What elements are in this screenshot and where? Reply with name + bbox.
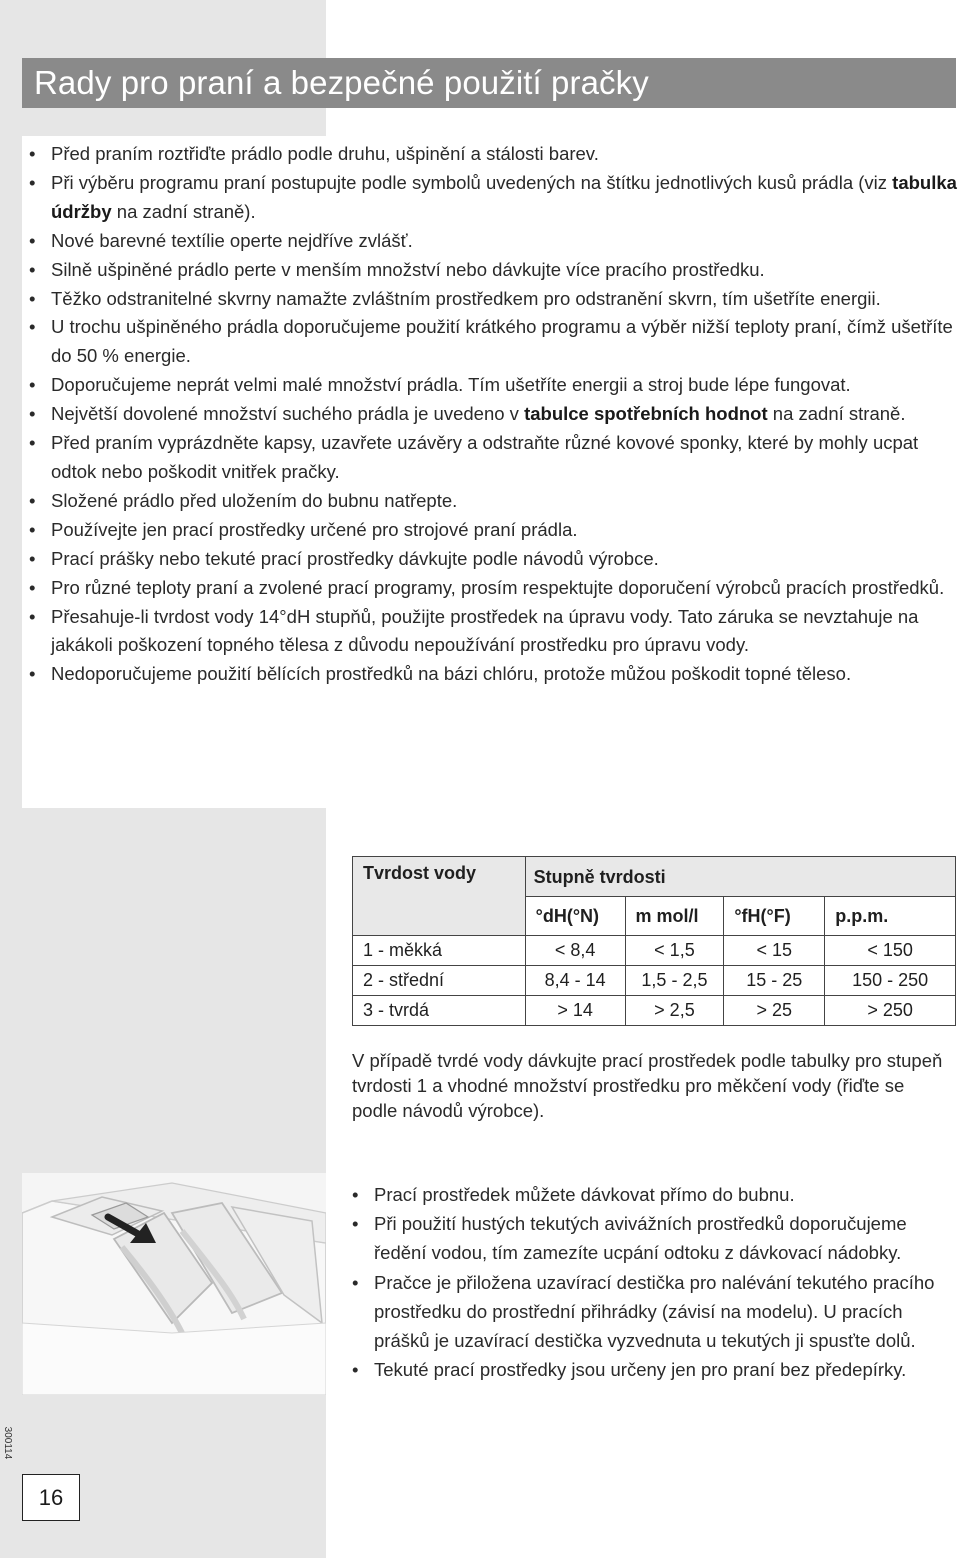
- table-subheader: °dH(°N): [525, 897, 625, 936]
- list-item-text: Pro různé teploty praní a zvolené prací programy, prosím respektujte doporučení výrobců pracích prostředků.: [51, 576, 945, 598]
- bullet-icon: •: [352, 1359, 359, 1381]
- list-item-text: Při použití hustých tekutých avivážních prostředků doporučujeme ředění vodou, tím zamezíte ucpání odtoku z dávkovací nádobky.: [374, 1213, 907, 1264]
- liquid-detergent-list: [352, 1180, 960, 1384]
- bullet-icon: •: [352, 1271, 359, 1293]
- bullet-icon: •: [29, 576, 36, 598]
- list-item: [22, 169, 960, 227]
- list-item-text: na zadní straně.: [767, 403, 906, 425]
- table-cell: 1,5 - 2,5: [625, 966, 724, 996]
- list-item-text: Silně ušpiněné prádlo perte v menším množství nebo dávkujte více pracího prostředku.: [51, 258, 765, 280]
- bullet-icon: •: [29, 663, 36, 685]
- list-item: [22, 660, 960, 689]
- list-item: [352, 1180, 960, 1209]
- table-cell: < 150: [825, 936, 956, 966]
- list-item: [22, 603, 960, 661]
- bullet-icon: •: [29, 432, 36, 454]
- table-cell: 150 - 250: [825, 966, 956, 996]
- list-item-text: Používejte jen prací prostředky určené pro strojové praní prádla.: [51, 518, 578, 540]
- table-cell: < 1,5: [625, 936, 724, 966]
- table-row: [353, 996, 956, 1026]
- bullet-icon: •: [29, 171, 36, 193]
- document-code: 300114: [2, 1426, 13, 1460]
- bullet-icon: •: [29, 518, 36, 540]
- table-cell: > 14: [525, 996, 625, 1026]
- table-cell: 8,4 - 14: [525, 966, 625, 996]
- bullet-icon: •: [352, 1184, 359, 1205]
- bullet-icon: •: [29, 258, 36, 280]
- list-item-text: Tekuté prací prostředky jsou určeny jen pro praní bez předepírky.: [374, 1359, 907, 1381]
- list-item-text: U trochu ušpiněného prádla doporučujeme použití krátkého programu a výběr nižší teploty praní, čímž ušetříte do 50 % energie.: [51, 316, 953, 367]
- title-bar: [22, 58, 956, 108]
- list-item: [22, 400, 960, 429]
- list-item-text: Složené prádlo před uložením do bubnu natřepte.: [51, 489, 458, 511]
- list-item: [22, 256, 960, 285]
- list-item: [22, 429, 960, 487]
- list-item-text: Přesahuje-li tvrdost vody 14°dH stupňů, použijte prostředek na úpravu vody. Tato záruka se nevztahuje na jakákoli poškození topného tělesa z důvodu nepoužívání prostředku pro úpravu vody.: [51, 605, 919, 656]
- bold-reference: tabulce spotřebních hodnot: [524, 403, 768, 425]
- tips-panel: [22, 136, 960, 808]
- table-header-group: Stupně tvrdosti: [525, 857, 955, 897]
- table-cell: 2 - střední: [353, 966, 526, 996]
- table-cell: 1 - měkká: [353, 936, 526, 966]
- list-item-text: Prací prášky nebo tekuté prací prostředky dávkujte podle návodů výrobce.: [51, 547, 659, 569]
- bullet-icon: •: [29, 316, 36, 338]
- list-item: [22, 371, 960, 400]
- hard-water-note: V případě tvrdé vody dávkujte prací prostředek podle tabulky pro stupeň tvrdosti 1 a vhodné množství prostředku pro měkčení vody (řiďte se podle návodů výrobce).: [352, 1050, 943, 1121]
- list-item-text: Pračce je přiložena uzavírací destička pro nalévání tekutého pracího prostředku do prostřední přihrádky (závisí na modelu). U pracích prášků je uzavírací destička vyzvednuta u tekutých ji spusťte dolů.: [374, 1271, 935, 1352]
- water-hardness-table: [352, 856, 956, 1026]
- bullet-icon: •: [29, 605, 36, 627]
- page-title: Rady pro praní a bezpečné použití pračky: [34, 64, 649, 101]
- table-cell: > 2,5: [625, 996, 724, 1026]
- bullet-icon: •: [29, 547, 36, 569]
- tips-list: [22, 140, 960, 689]
- list-item: [22, 227, 960, 256]
- bullet-icon: •: [29, 143, 36, 164]
- list-item-text: Při výběru programu praní postupujte podle symbolů uvedených na štítku jednotlivých kusů prádla (viz: [51, 171, 893, 193]
- table-cell: > 250: [825, 996, 956, 1026]
- list-item: [352, 1209, 960, 1267]
- bullet-icon: •: [29, 489, 36, 511]
- list-item-text: Před praním roztřiďte prádlo podle druhu, ušpinění a stálosti barev.: [51, 143, 599, 164]
- detergent-drawer-drawing: [22, 1173, 326, 1395]
- table-cell: < 8,4: [525, 936, 625, 966]
- bold-reference: tabulka údržby: [51, 171, 957, 222]
- list-item: [352, 1355, 960, 1384]
- list-item: [22, 487, 960, 516]
- table-row: [353, 966, 956, 996]
- list-item: [22, 545, 960, 574]
- table-cell: < 15: [724, 936, 825, 966]
- bullet-icon: •: [29, 374, 36, 396]
- list-item-text: Nové barevné textílie operte nejdříve zvlášť.: [51, 229, 413, 251]
- bullet-icon: •: [29, 287, 36, 309]
- bullet-icon: •: [352, 1213, 359, 1235]
- table-cell: 3 - tvrdá: [353, 996, 526, 1026]
- table-cell: 15 - 25: [724, 966, 825, 996]
- list-item: [22, 574, 960, 603]
- bullet-icon: •: [29, 229, 36, 251]
- table-subheader: °fH(°F): [724, 897, 825, 936]
- list-item-text: Těžko odstranitelné skvrny namažte zvláštním prostředkem pro odstranění skvrn, tím ušetříte energii.: [51, 287, 881, 309]
- list-item-text: na zadní straně).: [111, 200, 256, 222]
- detergent-drawer-illustration: [22, 1173, 326, 1395]
- list-item: [22, 140, 960, 169]
- list-item: [22, 285, 960, 314]
- bullet-icon: •: [29, 403, 36, 425]
- table-row: [353, 936, 956, 966]
- page-number: 16: [22, 1474, 80, 1521]
- table-cell: > 25: [724, 996, 825, 1026]
- list-item-text: Nedoporučujeme použití bělících prostředků na bázi chlóru, protože můžou poškodit topné těleso.: [51, 663, 852, 685]
- list-item-text: Prací prostředek můžete dávkovat přímo do bubnu.: [374, 1184, 795, 1205]
- list-item-text: Před praním vyprázdněte kapsy, uzavřete uzávěry a odstraňte různé kovové sponky, které by mohly ucpat odtok nebo poškodit vnitřek pračky.: [51, 432, 919, 482]
- list-item-text: Největší dovolené množství suchého prádla je uvedeno v: [51, 403, 525, 425]
- table-header-hardness: Tvrdost vody: [353, 857, 526, 936]
- table-subheader: m mol/l: [625, 897, 724, 936]
- list-item: [22, 516, 960, 545]
- list-item: [352, 1268, 960, 1356]
- table-subheader: p.p.m.: [825, 897, 956, 936]
- list-item-text: Doporučujeme neprát velmi malé množství prádla. Tím ušetříte energii a stroj bude lépe fungovat.: [51, 374, 851, 396]
- list-item: [22, 313, 960, 371]
